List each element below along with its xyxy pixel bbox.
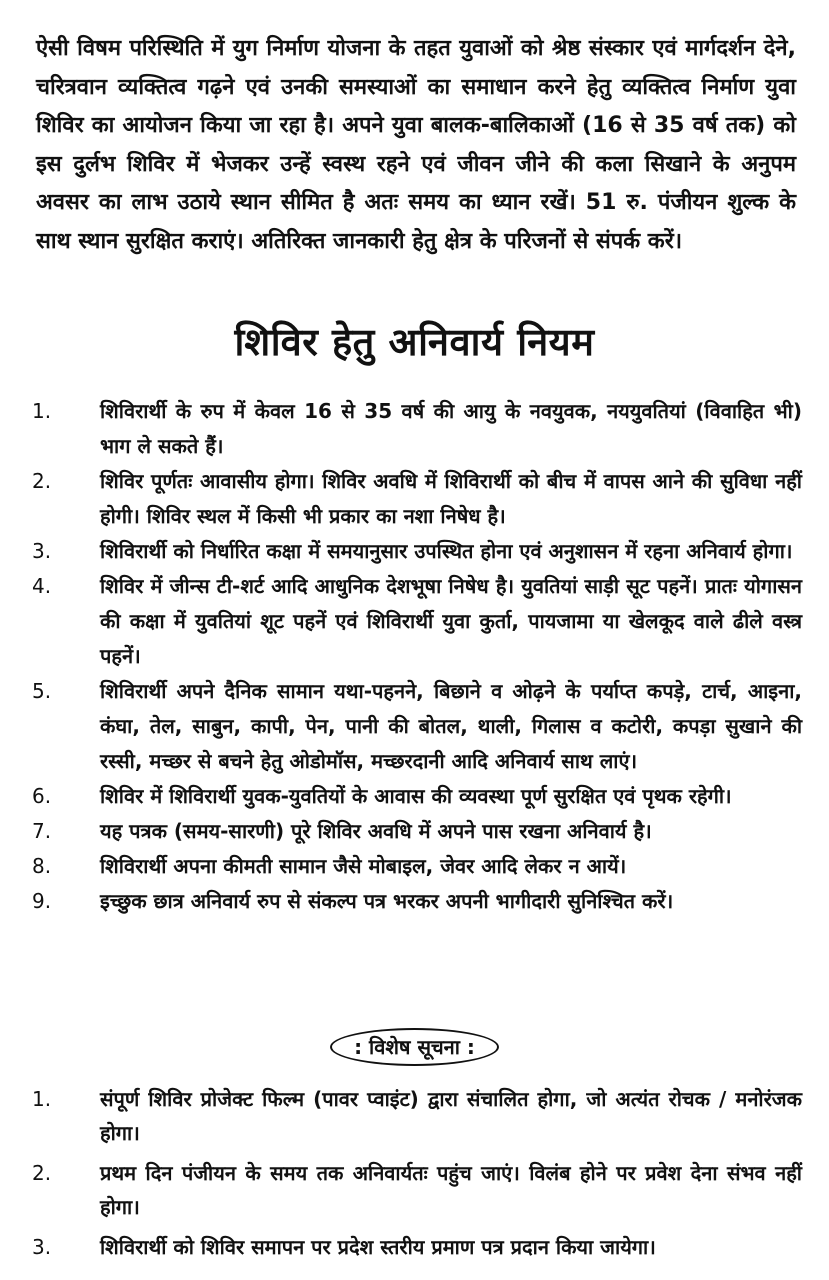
- special-number: 1.: [32, 1087, 52, 1111]
- special-notice-badge: : विशेष सूचना :: [330, 1028, 499, 1066]
- rule-text: शिविर में शिविरार्थी युवक-युवतियों के आवास की व्यवस्था पूर्ण सुरक्षित एवं पृथक रहेगी।: [100, 784, 732, 808]
- rule-item-3: [32, 534, 802, 569]
- rule-item-4: [32, 569, 802, 674]
- rule-item-6: [32, 779, 802, 814]
- rule-item-8: [32, 849, 802, 884]
- rule-number: 6.: [32, 784, 52, 808]
- rule-text: यह पत्रक (समय-सारणी) पूरे शिविर अवधि में अपने पास रखना अनिवार्य है।: [100, 819, 652, 843]
- rule-number: 3.: [32, 539, 52, 563]
- special-text: प्रथम दिन पंजीयन के समय तक अनिवार्यतः पहुंच जाएं। विलंब होने पर प्रवेश देना संभव नहीं होगा।: [100, 1161, 802, 1219]
- special-number: 3.: [32, 1235, 52, 1259]
- rule-number: 7.: [32, 819, 52, 843]
- special-text: संपूर्ण शिविर प्रोजेक्ट फिल्म (पावर प्वाइंट) द्वारा संचालित होगा, जो अत्यंत रोचक / मनोरंजक होगा।: [100, 1087, 802, 1145]
- special-number: 2.: [32, 1161, 52, 1185]
- rule-text: शिविरार्थी के रुप में केवल 16 से 35 वर्ष की आयु के नवयुवक, नययुवतियां (विवाहित भी) भाग ले सकते हैं।: [100, 399, 802, 458]
- rules-list: [32, 394, 802, 919]
- rule-item-2: [32, 464, 802, 534]
- rule-item-9: [32, 884, 802, 919]
- rule-text: शिविर में जीन्स टी-शर्ट आदि आधुनिक देशभूषा निषेध है। युवतियां साड़ी सूट पहनें। प्रातः योगासन की कक्षा में युवतियां शूट पहनें एवं शिविरार्थी युवा कुर्ता, पायजामा या खेलकूद वाले ढीले वस्त्र पहनें।: [100, 574, 802, 668]
- rule-number: 9.: [32, 889, 52, 913]
- rule-item-7: [32, 814, 802, 849]
- rule-number: 4.: [32, 574, 52, 598]
- rules-heading: शिविर हेतु अनिवार्य नियम: [234, 320, 595, 364]
- rule-text: शिविरार्थी अपने दैनिक सामान यथा-पहनने, बिछाने व ओढ़ने के पर्याप्त कपड़े, टार्च, आइना, कंघा, तेल, साबुन, कापी, पेन, पानी की बोतल, थाली, गिलास व कटोरी, कपड़ा सुखाने की रस्सी, मच्छर से बचने हेतु ओडोमॉस, मच्छरदानी आदि अनिवार्य साथ लाएं।: [100, 679, 802, 773]
- rule-text: शिविर पूर्णतः आवासीय होगा। शिविर अवधि में शिविरार्थी को बीच में वापस आने की सुविधा नहीं होगी। शिविर स्थल में किसी भी प्रकार का नशा निषेध है।: [100, 469, 802, 528]
- intro-paragraph: ऐसी विषम परिस्थिति में युग निर्माण योजना के तहत युवाओं को श्रेष्ठ संस्कार एवं मार्गदर्शन देने, चरित्रवान व्यक्तित्व गढ़ने एवं उनकी समस्याओं का समाधान करने हेतु व्यक्तित्व निर्माण युवा शिविर का आयोजन किया जा रहा है। अपने युवा बालक-बालिकाओं (16 से 35 वर्ष तक) को इस दुर्लभ शिविर में भेजकर उन्हें स्वस्थ रहने एवं जीवन जीने की कला सिखाने के अनुपम अवसर का लाभ उठाये स्थान सीमित है अतः समय का ध्यान रखें। 51 रु. पंजीयन शुल्क के साथ स्थान सुरक्षित कराएं। अतिरिक्त जानकारी हेतु क्षेत्र के परिजनों से संपर्क करें।: [36, 36, 796, 254]
- special-notice-header: [0, 1028, 829, 1066]
- special-item-1: [32, 1082, 802, 1150]
- rule-number: 8.: [32, 854, 52, 878]
- special-notice-list: [32, 1082, 802, 1270]
- rule-text: शिविरार्थी को निर्धारित कक्षा में समयानुसार उपस्थित होना एवं अनुशासन में रहना अनिवार्य होगा।: [100, 539, 793, 563]
- special-item-3: [32, 1230, 802, 1264]
- rule-item-1: [32, 394, 802, 464]
- rule-item-5: [32, 674, 802, 779]
- rule-number: 1.: [32, 399, 52, 423]
- special-text: शिविरार्थी को शिविर समापन पर प्रदेश स्तरीय प्रमाण पत्र प्रदान किया जायेगा।: [100, 1235, 656, 1259]
- rule-text: शिविरार्थी अपना कीमती सामान जैसे मोबाइल, जेवर आदि लेकर न आयें।: [100, 854, 627, 878]
- special-item-2: [32, 1156, 802, 1224]
- rule-number: 5.: [32, 679, 52, 703]
- rule-text: इच्छुक छात्र अनिवार्य रुप से संकल्प पत्र भरकर अपनी भागीदारी सुनिश्चित करें।: [100, 889, 674, 913]
- rule-number: 2.: [32, 469, 52, 493]
